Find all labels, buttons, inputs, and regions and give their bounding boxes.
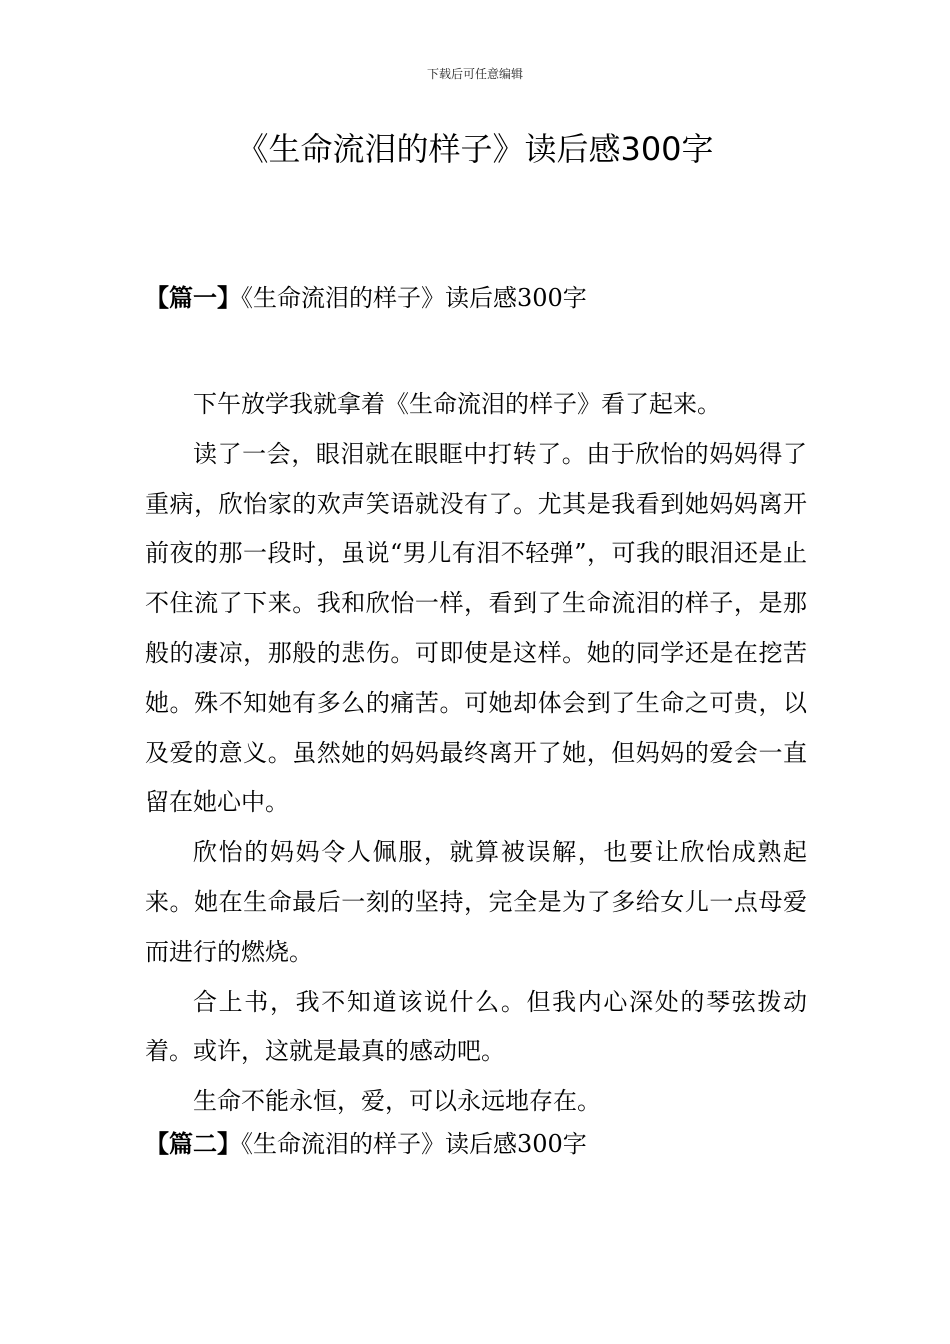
section-heading-1 <box>145 283 845 313</box>
section-body-1 <box>145 380 807 1127</box>
section-title-1: 《生命流泪的样子》读后感300字 <box>241 284 587 312</box>
section-heading-2 <box>145 1129 845 1159</box>
paragraph: 欣怡的妈妈令人佩服，就算被误解，也要让欣怡成熟起来。她在生命最后一刻的坚持，完全是为了多给女儿一点母爱而进行的燃烧。 <box>145 838 807 966</box>
paragraph: 下午放学我就拿着《生命流泪的样子》看了起来。 <box>193 390 721 418</box>
page-title: 《生命流泪的样子》读后感300字 <box>236 130 714 168</box>
section-title-2: 《生命流泪的样子》读后感300字 <box>241 1130 587 1158</box>
paragraph: 读了一会，眼泪就在眼眶中打转了。由于欣怡的妈妈得了重病，欣怡家的欢声笑语就没有了。尤其是我看到她妈妈离开前夜的那一段时，虽说“男儿有泪不轻弹”，可我的眼泪还是止不住流了下来。我和欣怡一样，看到了生命流泪的样子，是那般的凄凉，那般的悲伤。可即使是这样。她的同学还是在挖苦她。殊不知她有多么的痛苦。可她却体会到了生命之可贵，以及爱的意义。虽然她的妈妈最终离开了她，但妈妈的爱会一直留在她心中。 <box>145 439 807 817</box>
paragraph: 合上书，我不知道该说什么。但我内心深处的琴弦拨动着。或许，这就是最真的感动吧。 <box>145 987 807 1066</box>
section-label-1: 【篇一】 <box>145 284 241 312</box>
paragraph: 生命不能永恒，爱，可以永远地存在。 <box>193 1087 601 1116</box>
section-label-2: 【篇二】 <box>145 1130 241 1158</box>
header-note: 下载后可任意编辑 <box>426 67 523 81</box>
